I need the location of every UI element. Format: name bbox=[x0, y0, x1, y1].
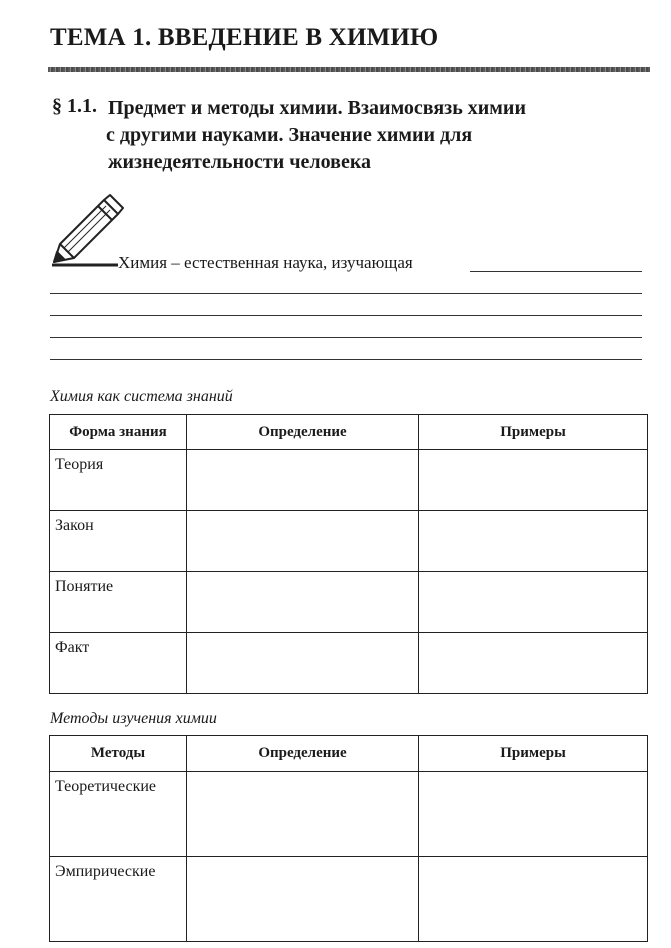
section-heading bbox=[108, 95, 568, 176]
definition-prompt: Химия – естественная наука, изучающая bbox=[118, 253, 413, 272]
section-heading-line: жизнедеятельности человека bbox=[108, 151, 372, 173]
table-row bbox=[50, 511, 648, 572]
section-number: § 1.1. bbox=[52, 95, 97, 117]
knowledge-table-caption: Химия как система знаний bbox=[50, 388, 233, 405]
methods-table bbox=[49, 735, 648, 942]
row-label: Теоретические bbox=[50, 772, 187, 857]
topic-title: ТЕМА 1. ВВЕДЕНИЕ В ХИМИЮ bbox=[50, 24, 439, 51]
row-label: Эмпирические bbox=[50, 857, 187, 942]
definition-cell[interactable] bbox=[187, 772, 419, 857]
answer-line[interactable] bbox=[470, 271, 642, 272]
examples-cell[interactable] bbox=[419, 572, 648, 633]
section-heading-line: с другими науками. Значение химии для bbox=[106, 124, 473, 146]
answer-line[interactable] bbox=[50, 293, 642, 294]
examples-cell[interactable] bbox=[419, 857, 648, 942]
examples-cell[interactable] bbox=[419, 511, 648, 572]
column-header: Форма знания bbox=[50, 415, 187, 450]
section-heading-line: Предмет и методы химии. Взаимосвязь химии bbox=[108, 97, 526, 119]
definition-cell[interactable] bbox=[187, 450, 419, 511]
table-row bbox=[50, 450, 648, 511]
definition-cell[interactable] bbox=[187, 857, 419, 942]
table-row bbox=[50, 857, 648, 942]
answer-line[interactable] bbox=[50, 315, 642, 316]
table-header-row bbox=[50, 736, 648, 772]
column-header: Определение bbox=[187, 415, 419, 450]
table-row bbox=[50, 633, 648, 694]
definition-cell[interactable] bbox=[187, 633, 419, 694]
row-label: Факт bbox=[50, 633, 187, 694]
knowledge-table bbox=[49, 414, 648, 694]
table-header-row bbox=[50, 415, 648, 450]
examples-cell[interactable] bbox=[419, 450, 648, 511]
column-header: Примеры bbox=[419, 736, 648, 772]
row-label: Закон bbox=[50, 511, 187, 572]
answer-line[interactable] bbox=[50, 337, 642, 338]
definition-cell[interactable] bbox=[187, 572, 419, 633]
row-label: Теория bbox=[50, 450, 187, 511]
pencil-icon bbox=[46, 192, 126, 270]
row-label: Понятие bbox=[50, 572, 187, 633]
examples-cell[interactable] bbox=[419, 633, 648, 694]
column-header: Определение bbox=[187, 736, 419, 772]
definition-cell[interactable] bbox=[187, 511, 419, 572]
examples-cell[interactable] bbox=[419, 772, 648, 857]
methods-table-caption: Методы изучения химии bbox=[50, 710, 217, 727]
title-rule bbox=[48, 67, 650, 72]
column-header: Примеры bbox=[419, 415, 648, 450]
answer-line[interactable] bbox=[50, 359, 642, 360]
column-header: Методы bbox=[50, 736, 187, 772]
table-row bbox=[50, 772, 648, 857]
table-row bbox=[50, 572, 648, 633]
